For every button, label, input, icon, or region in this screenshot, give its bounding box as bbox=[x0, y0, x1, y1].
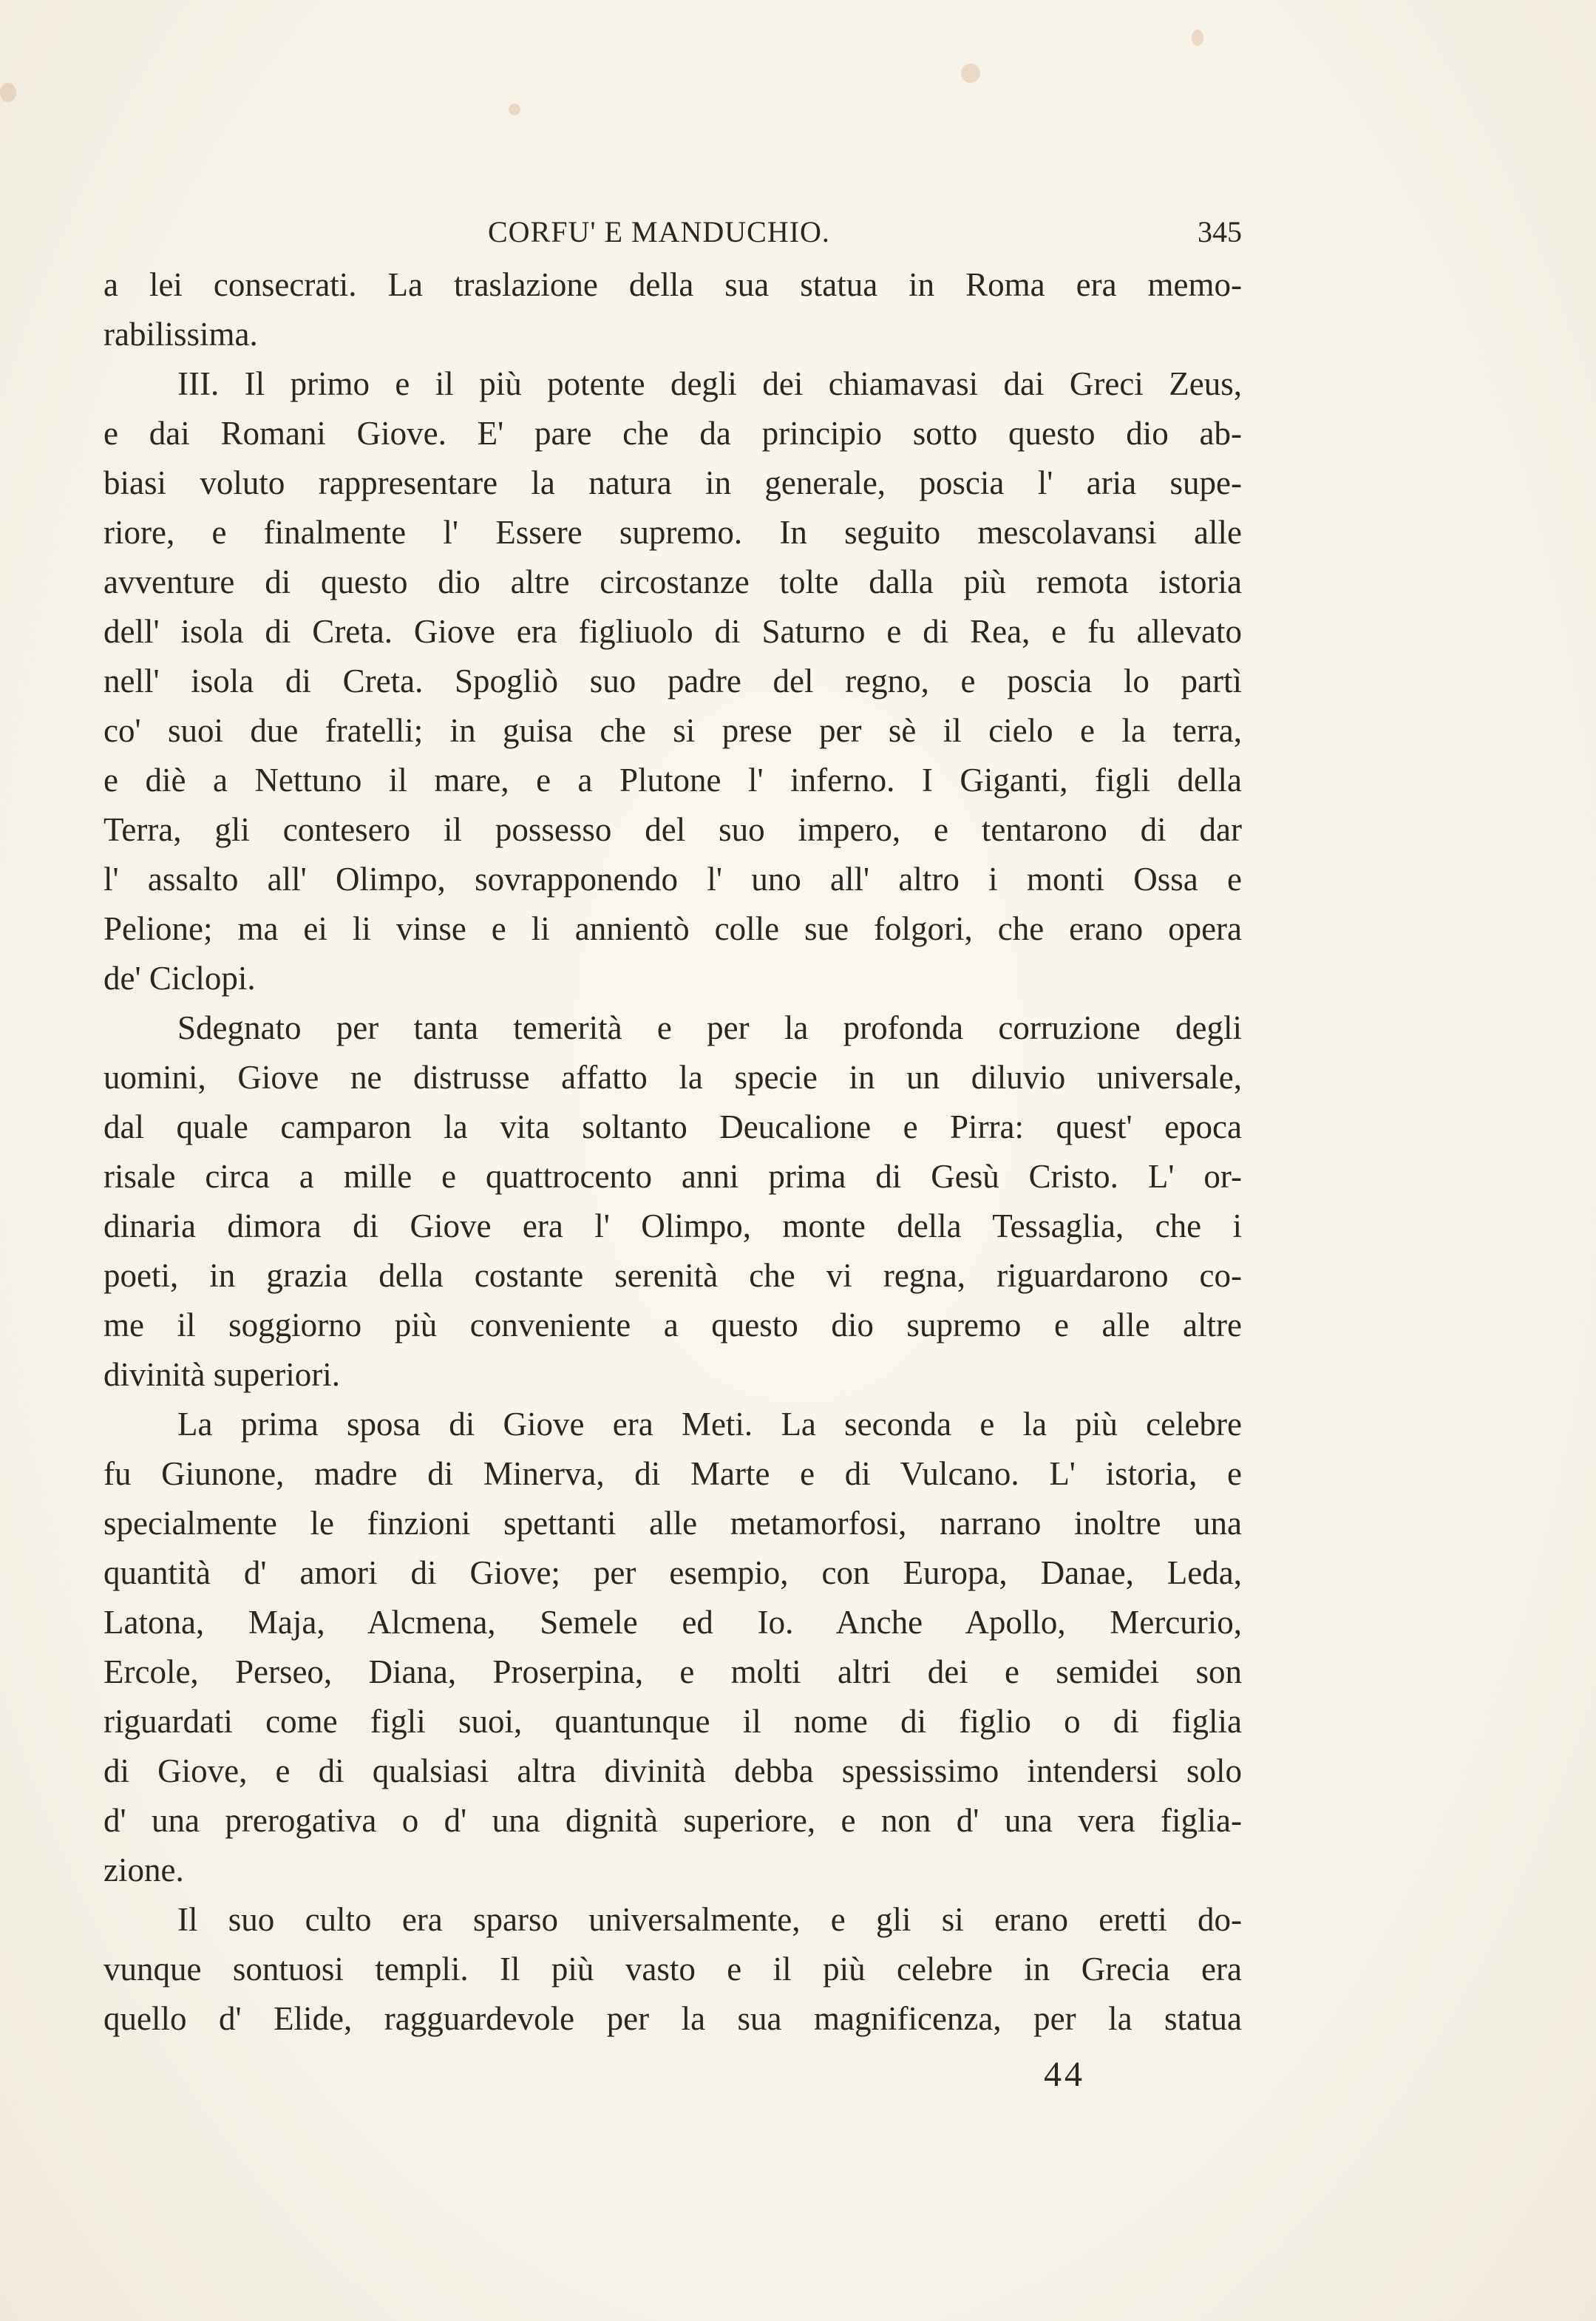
text-line: dell' isola di Creta. Giove era figliuolo di Saturno e di Rea, e fu allevato bbox=[103, 613, 1242, 650]
text-line: uomini, Giove ne distrusse affatto la specie in un diluvio universale, bbox=[103, 1059, 1242, 1096]
text-line: La prima sposa di Giove era Meti. La seconda e la più celebre bbox=[177, 1406, 1242, 1443]
paper-stain bbox=[961, 64, 980, 83]
text-line: di Giove, e di qualsiasi altra divinità debba spessissimo intendersi solo bbox=[103, 1752, 1242, 1789]
text-line: dinaria dimora di Giove era l' Olimpo, monte della Tessaglia, che i bbox=[103, 1207, 1242, 1244]
text-line: Ercole, Perseo, Diana, Proserpina, e molti altri dei e semidei son bbox=[103, 1653, 1242, 1690]
text-line: quello d' Elide, ragguardevole per la sua magnificenza, per la statua bbox=[103, 2000, 1242, 2037]
text-line: risale circa a mille e quattrocento anni prima di Gesù Cristo. L' or- bbox=[103, 1158, 1242, 1195]
text-line: zione. bbox=[103, 1851, 184, 1888]
text-line: vunque sontuosi templi. Il più vasto e il più celebre in Grecia era bbox=[103, 1951, 1242, 1988]
page-number: 345 bbox=[1198, 215, 1242, 248]
text-line: e diè a Nettuno il mare, e a Plutone l' inferno. I Giganti, figli della bbox=[103, 762, 1242, 799]
text-line: riore, e finalmente l' Essere supremo. In seguito mescolavansi alle bbox=[103, 514, 1242, 551]
text-line: nell' isola di Creta. Spogliò suo padre del regno, e poscia lo partì bbox=[103, 663, 1242, 699]
text-line: quantità d' amori di Giove; per esempio, con Europa, Danae, Leda, bbox=[103, 1554, 1242, 1591]
text-line: Pelione; ma ei li vinse e li annientò colle sue folgori, che erano opera bbox=[103, 910, 1242, 947]
running-title: CORFU' E MANDUCHIO. bbox=[488, 215, 830, 248]
text-line: Terra, gli contesero il possesso del suo impero, e tentarono di dar bbox=[103, 811, 1242, 848]
text-line: de' Ciclopi. bbox=[103, 960, 256, 997]
text-line: biasi voluto rappresentare la natura in generale, poscia l' aria supe- bbox=[103, 464, 1242, 501]
text-line: specialmente le finzioni spettanti alle metamorfosi, narrano inoltre una bbox=[103, 1505, 1242, 1542]
text-line: III. Il primo e il più potente degli dei chiamavasi dai Greci Zeus, bbox=[177, 365, 1242, 402]
body-text bbox=[103, 260, 1242, 2044]
text-line: Sdegnato per tanta temerità e per la profonda corruzione degli bbox=[177, 1009, 1242, 1046]
text-line: d' una prerogativa o d' una dignità superiore, e non d' una vera figlia- bbox=[103, 1802, 1242, 1839]
paper-stain bbox=[0, 83, 16, 102]
signature-mark: 44 bbox=[1044, 2055, 1085, 2094]
text-line: l' assalto all' Olimpo, sovrapponendo l' uno all' altro i monti Ossa e bbox=[103, 861, 1242, 898]
text-line: dal quale camparon la vita soltanto Deucalione e Pirra: quest' epoca bbox=[103, 1108, 1242, 1145]
text-line: fu Giunone, madre di Minerva, di Marte e di Vulcano. L' istoria, e bbox=[103, 1455, 1242, 1492]
text-line: a lei consecrati. La traslazione della sua statua in Roma era memo- bbox=[103, 266, 1242, 303]
text-line: me il soggiorno più conveniente a questo dio supremo e alle altre bbox=[103, 1307, 1242, 1344]
text-line: rabilissima. bbox=[103, 316, 258, 353]
text-line: poeti, in grazia della costante serenità che vi regna, riguardarono co- bbox=[103, 1257, 1242, 1294]
text-line: e dai Romani Giove. E' pare che da principio sotto questo dio ab- bbox=[103, 415, 1242, 452]
text-line: Il suo culto era sparso universalmente, e gli si erano eretti do- bbox=[177, 1901, 1242, 1938]
text-line: Latona, Maja, Alcmena, Semele ed Io. Anche Apollo, Mercurio, bbox=[103, 1604, 1242, 1641]
text-line: co' suoi due fratelli; in guisa che si prese per sè il cielo e la terra, bbox=[103, 712, 1242, 749]
paper-stain bbox=[509, 104, 520, 115]
paper-stain bbox=[1192, 30, 1203, 46]
text-line: avventure di questo dio altre circostanze tolte dalla più remota istoria bbox=[103, 563, 1242, 600]
text-line: riguardati come figli suoi, quantunque il nome di figlio o di figlia bbox=[103, 1703, 1242, 1740]
page-header bbox=[103, 214, 1242, 259]
text-line: divinità superiori. bbox=[103, 1356, 340, 1393]
